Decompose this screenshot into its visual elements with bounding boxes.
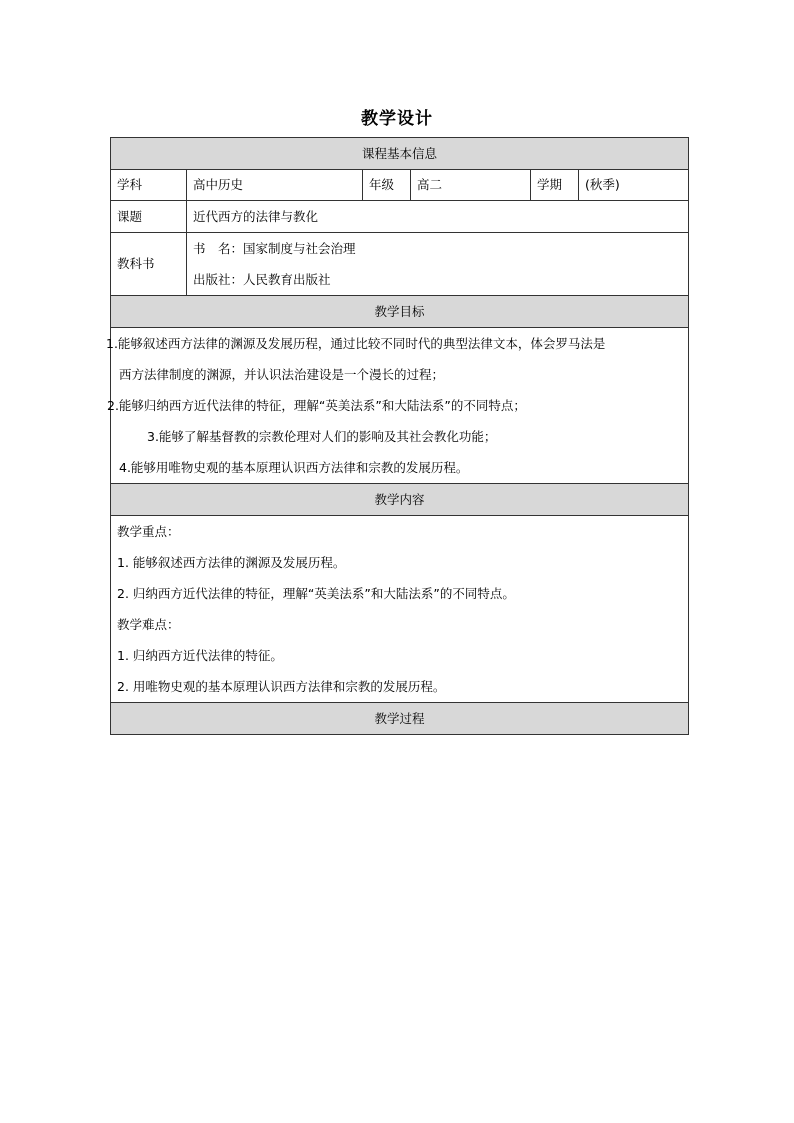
subject-value: 高中历史 xyxy=(187,170,363,201)
lesson-plan-table xyxy=(106,137,689,735)
objective-line: 1.能够叙述西方法律的渊源及发展历程，通过比较不同时代的典型法律文本，体会罗马法是 xyxy=(106,336,606,351)
section-objectives: 教学目标 xyxy=(111,296,689,328)
objective-line: 3.能够了解基督教的宗教伦理对人们的影响及其社会教化功能； xyxy=(147,429,497,444)
difficult-point-item: 2. 用唯物史观的基本原理认识西方法律和宗教的发展历程。 xyxy=(117,679,446,694)
objective-line: 西方法律制度的渊源，并认识法治建设是一个漫长的过程； xyxy=(119,367,445,382)
objective-line: 2.能够归纳西方近代法律的特征，理解“英美法系”和大陆法系”的不同特点； xyxy=(107,398,526,413)
grade-value: 高二 xyxy=(411,170,531,201)
info-row xyxy=(111,170,689,201)
topic-row xyxy=(111,201,689,233)
term-value: (秋季) xyxy=(579,170,689,201)
content-row xyxy=(111,516,689,703)
section-basic-info: 课程基本信息 xyxy=(111,138,689,170)
publisher-line: 出版社：人民教育出版社 xyxy=(193,272,331,287)
grade-label: 年级 xyxy=(363,170,411,201)
difficult-points-heading: 教学难点： xyxy=(117,617,180,632)
objectives-row xyxy=(111,328,689,484)
book-name-line: 书 名：国家制度与社会治理 xyxy=(193,241,356,256)
key-points-heading: 教学重点： xyxy=(117,524,180,539)
topic-value: 近代西方的法律与教化 xyxy=(187,201,689,233)
topic-label: 课题 xyxy=(111,201,187,233)
content-cell xyxy=(111,516,689,703)
term-label: 学期 xyxy=(531,170,579,201)
difficult-point-item: 1. 归纳西方近代法律的特征。 xyxy=(117,648,283,663)
document-title: 教学设计 xyxy=(361,109,433,129)
textbook-row xyxy=(111,233,689,296)
textbook-info xyxy=(187,233,689,296)
key-point-item: 2. 归纳西方近代法律的特征，理解“英美法系”和大陆法系”的不同特点。 xyxy=(117,586,515,601)
objective-line: 4.能够用唯物史观的基本原理认识西方法律和宗教的发展历程。 xyxy=(119,460,469,475)
section-content: 教学内容 xyxy=(111,484,689,516)
section-process: 教学过程 xyxy=(111,703,689,735)
subject-label: 学科 xyxy=(111,170,187,201)
key-point-item: 1. 能够叙述西方法律的渊源及发展历程。 xyxy=(117,555,346,570)
objectives-cell xyxy=(106,328,689,484)
textbook-label: 教科书 xyxy=(111,233,187,296)
